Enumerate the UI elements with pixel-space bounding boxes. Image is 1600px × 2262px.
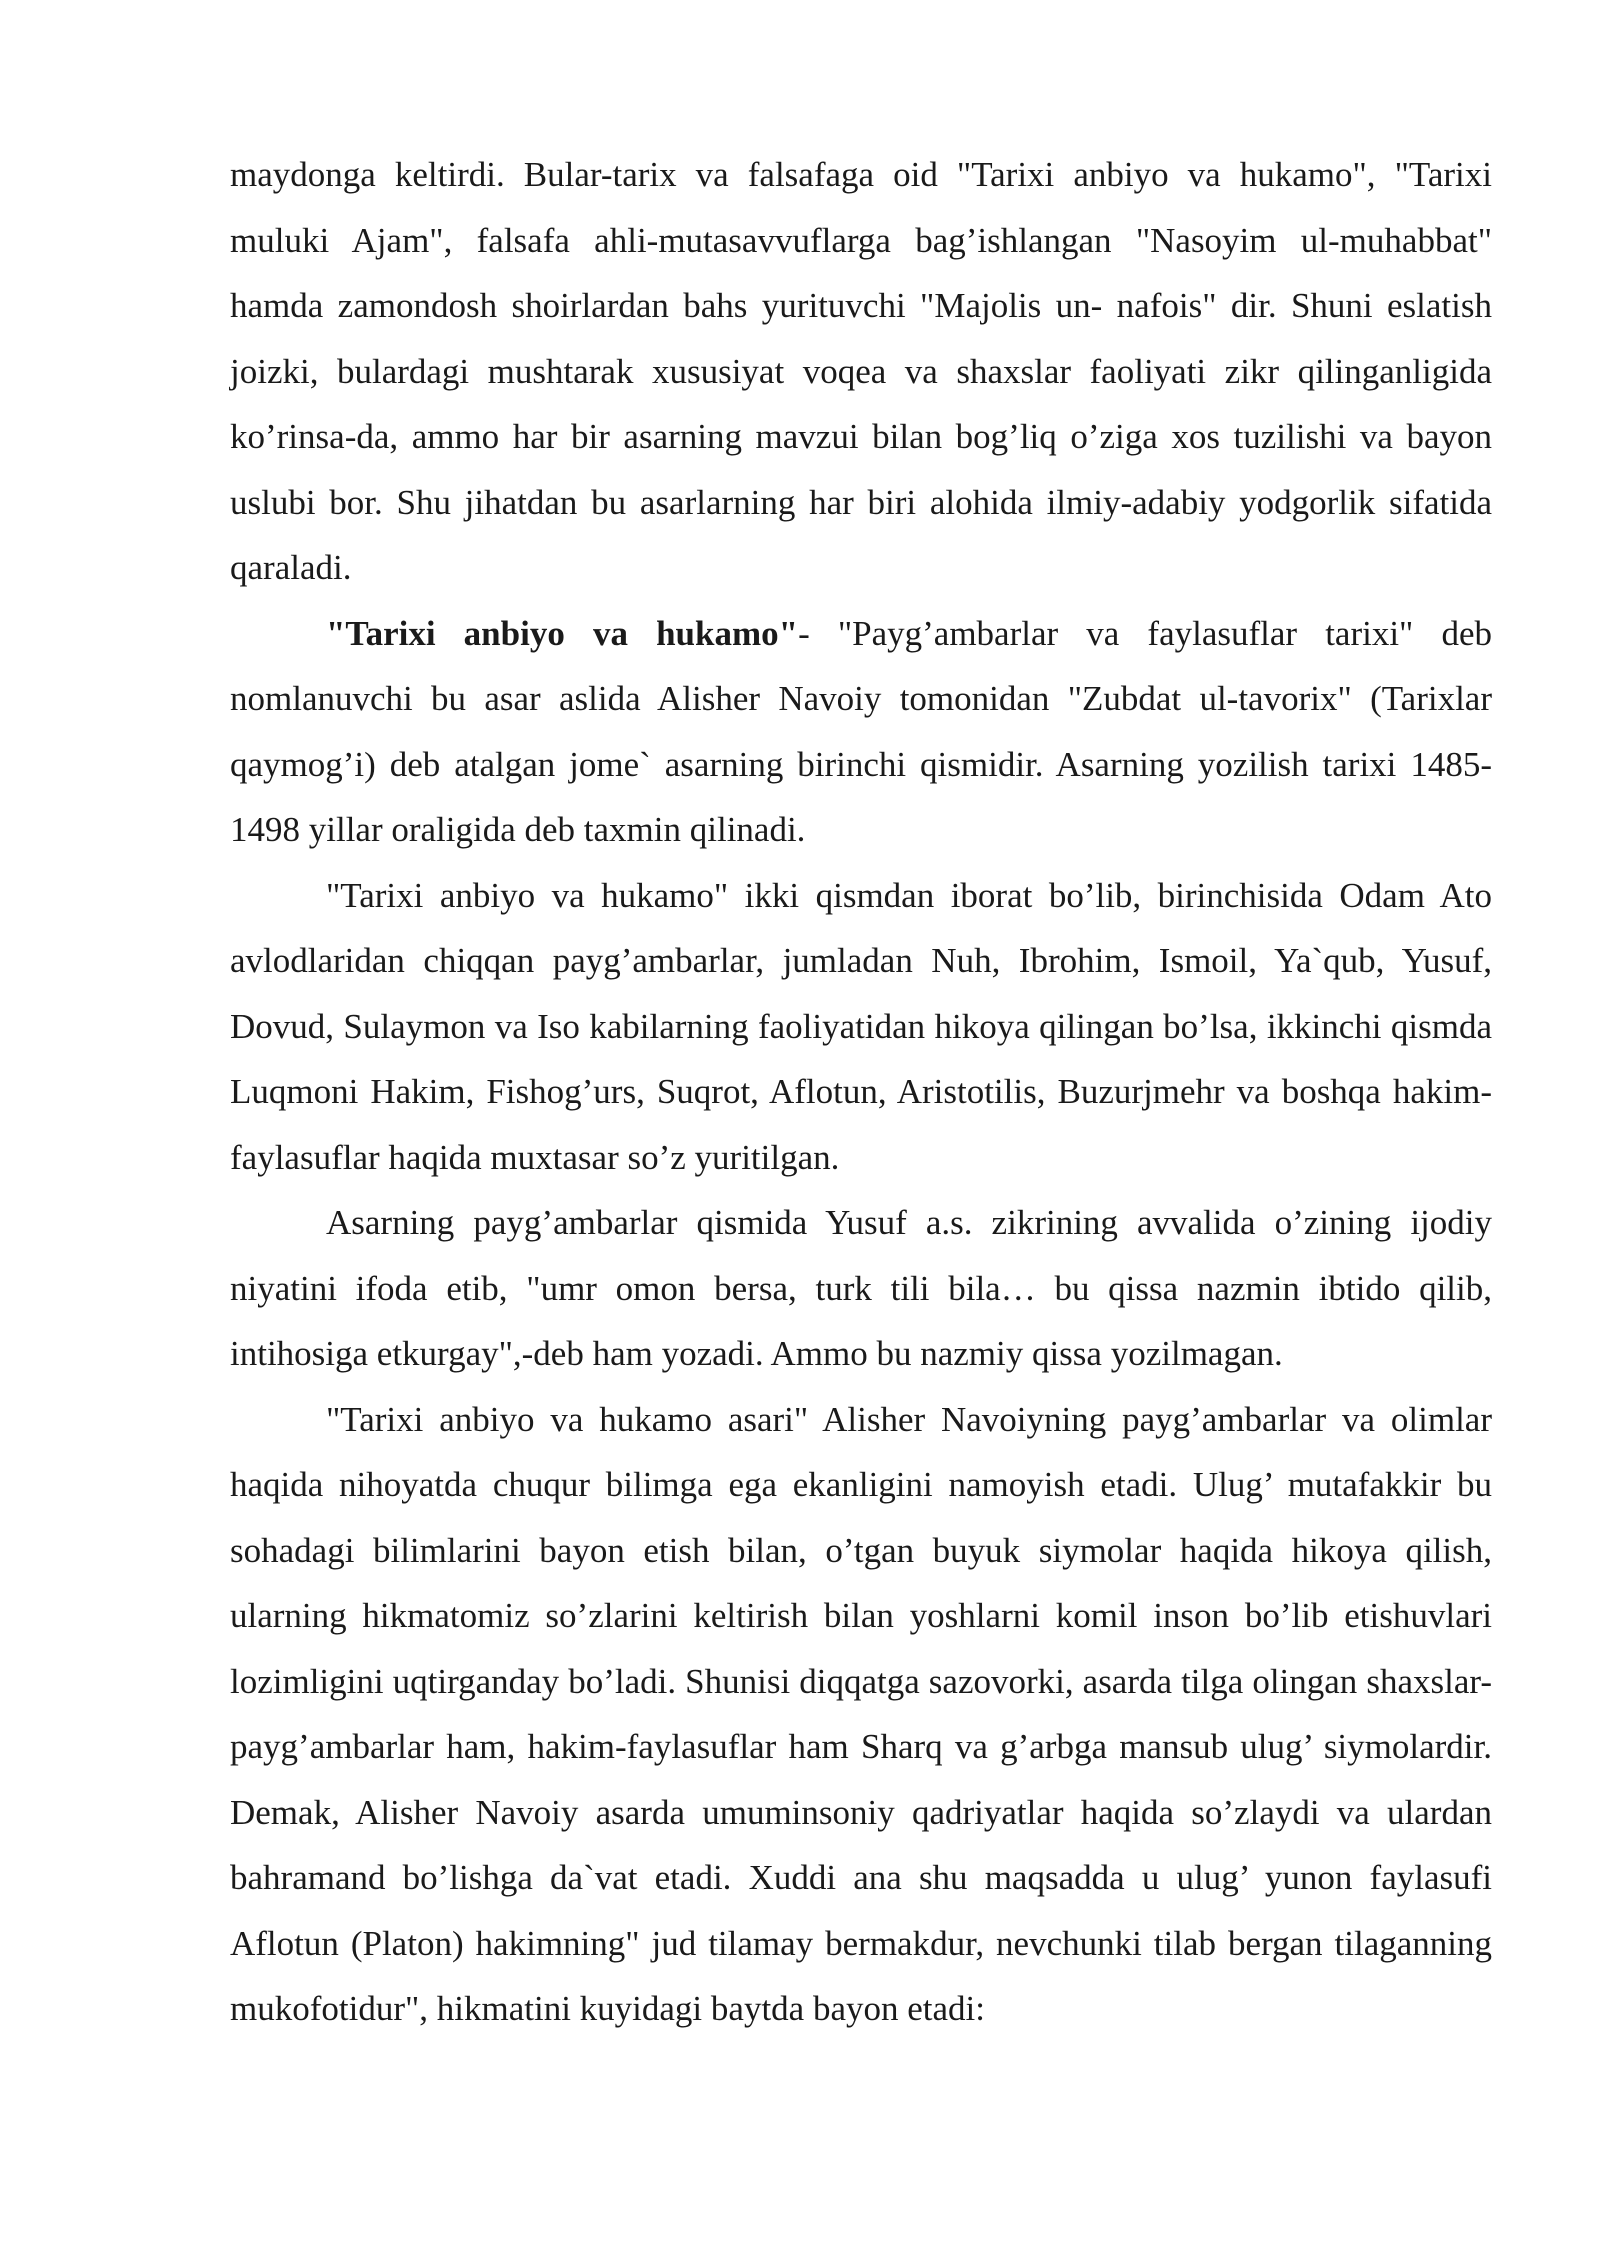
paragraph: Asarning payg’ambarlar qismida Yusuf a.s. zikrining avvalida o’zining ijodiy niyatini ifoda etib, "umr omon bersa, turk tili bila… bu qissa nazmin ibtido qilib, intihosiga etkurgay",-deb ham yozadi. Ammo bu nazmiy qissa yozilmagan.	[230, 1203, 1492, 1373]
paragraph: "Tarixi anbiyo va hukamo" ikki qismdan iborat bo’lib, birinchisida Odam Ato avlodlaridan chiqqan payg’ambarlar, jumladan Nuh, Ibrohim, Ismoil, Ya`qub, Yusuf, Dovud, Sulaymon va Iso kabilarning faoliyatidan hikoya qilingan bo’lsa, ikkinchi qismda Luqmoni Hakim, Fishog’urs, Suqrot, Aflotun, Aristotilis, Buzurjmehr va boshqa hakim- faylasuflar haqida muxtasar so’z yuritilgan.	[230, 875, 1492, 1177]
paragraph	[230, 601, 1492, 863]
document-page	[230, 142, 1492, 2042]
work-title: "Tarixi anbiyo va hukamo"	[326, 613, 799, 653]
paragraph: maydonga keltirdi. Bular-tarix va falsafaga oid "Tarixi anbiyo va hukamo", "Tarixi muluki Ajam", falsafa ahli-mutasavvuflarga bag’ishlangan "Nasoyim ul-muhabbat" hamda zamondosh shoirlardan bahs yurituvchi "Majolis un- nafois" dir. Shuni eslatish joizki, bulardagi mushtarak xususiyat voqea va shaxslar faoliyati zikr qilinganligida ko’rinsa-da, ammo har bir asarning mavzui bilan bog’liq o’ziga xos tuzilishi va bayon uslubi bor. Shu jihatdan bu asarlarning har biri alohida ilmiy-adabiy yodgorlik sifatida qaraladi.	[230, 155, 1492, 587]
paragraph: "Tarixi anbiyo va hukamo asari" Alisher Navoiyning payg’ambarlar va olimlar haqida nihoyatda chuqur bilimga ega ekanligini namoyish etadi. Ulug’ mutafakkir bu sohadagi bilimlarini bayon etish bilan, o’tgan buyuk siymolar haqida hikoya qilish, ularning hikmatomiz so’zlarini keltirish bilan yoshlarni komil inson bo’lib etishuvlari lozimligini uqtirganday bo’ladi. Shunisi diqqatga sazovorki, asarda tilga olingan shaxslar- payg’ambarlar ham, hakim-faylasuflar ham Sharq va g’arbga mansub ulug’ siymolardir. Demak, Alisher Navoiy asarda umuminsoniy qadriyatlar haqida so’zlaydi va ulardan bahramand bo’lishga da`vat etadi. Xuddi ana shu maqsadda u ulug’ yunon faylasufi Aflotun (Platon) hakimning" jud tilamay bermakdur, nevchunki tilab bergan tilaganning mukofotidur", hikmatini kuyidagi baytda bayon etadi:	[230, 1399, 1492, 2028]
paragraph-text: - "Payg’ambarlar va faylasuflar tarixi" deb nomlanuvchi bu asar aslida Alisher Navoiy tomonidan "Zubdat ul-tavorix" (Tarixlar qaymog’i) deb atalgan jome` asarning birinchi qismidir. Asarning yozilish tarixi 1485-1498 yillar oraligida deb taxmin qilinadi.	[230, 613, 1492, 849]
